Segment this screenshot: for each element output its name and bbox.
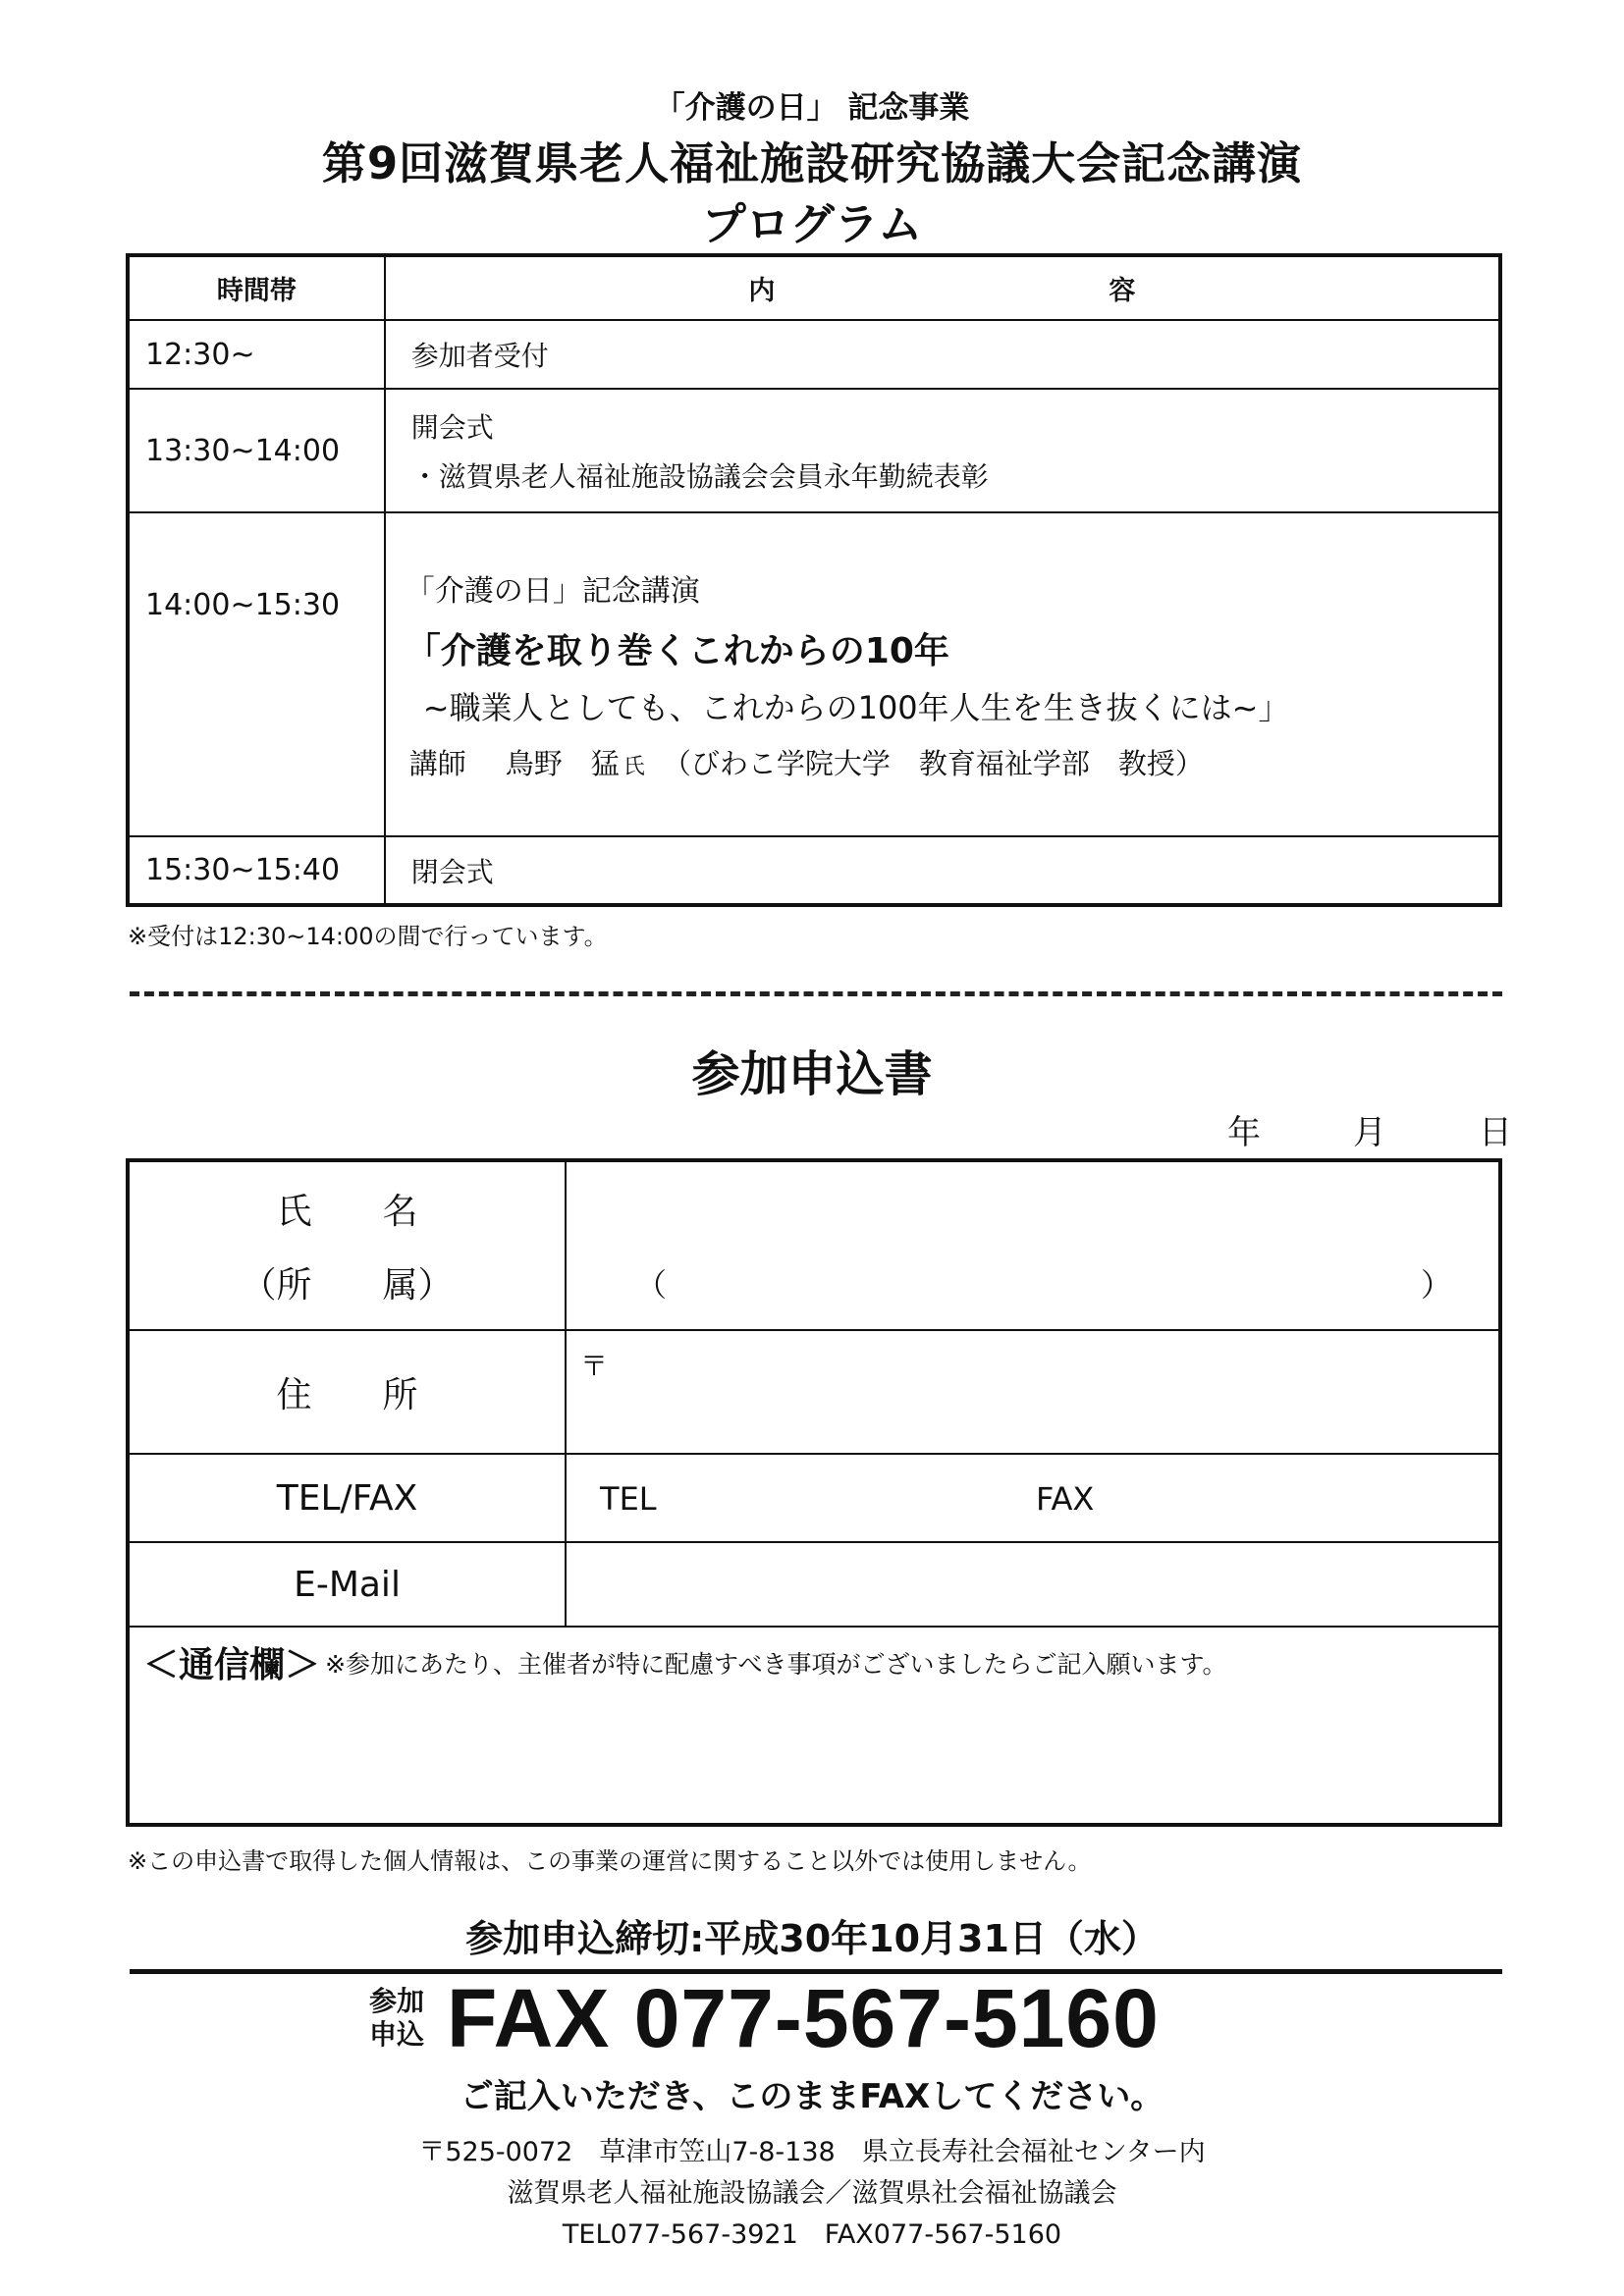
reception-note: ※受付は12:30~14:00の間で行っています。 xyxy=(128,923,608,950)
date-month-label: 月 xyxy=(1353,1113,1386,1152)
program-row xyxy=(128,320,1500,389)
program-time: 13:30~14:00 xyxy=(128,389,385,512)
application-form-title: 参加申込書 xyxy=(691,1046,933,1102)
program-content xyxy=(385,836,1500,905)
organizations: 滋賀県老人福祉施設協議会／滋賀県社会福祉協議会 xyxy=(507,2178,1117,2209)
content-column-header xyxy=(385,255,1500,320)
telfax-field[interactable] xyxy=(566,1454,1500,1542)
name-field[interactable] xyxy=(566,1160,1500,1330)
cut-line-divider xyxy=(130,991,1502,996)
email-field[interactable] xyxy=(566,1542,1500,1627)
program-content xyxy=(385,320,1500,389)
communication-label: ＜通信欄＞ xyxy=(143,1645,321,1685)
address-field[interactable] xyxy=(566,1330,1500,1454)
application-form-table xyxy=(126,1158,1502,1827)
fax-number: FAX 077-567-5160 xyxy=(447,1972,1160,2064)
fax-prefix xyxy=(369,1985,424,2052)
lecture-subtitle: ~職業人としても、これからの100年人生を生き抜くには~」 xyxy=(422,689,1290,726)
fax-prefix-line-1: 参加 xyxy=(369,1985,425,2017)
lecturer-role: 講師 xyxy=(408,747,466,780)
contact-numbers: TEL077-567-3921 FAX077-567-5160 xyxy=(562,2219,1062,2250)
program-item: ・滋賀県老人福祉施設協議会会員永年勤続表彰 xyxy=(410,460,989,493)
tel-label: TEL xyxy=(600,1480,657,1518)
lecturer-affiliation: （びわこ学院大学 教育福祉学部 教授） xyxy=(662,747,1204,780)
program-heading: プログラム xyxy=(701,198,923,250)
telfax-label: TEL/FAX xyxy=(128,1454,566,1542)
date-year-label: 年 xyxy=(1227,1113,1261,1152)
program-time: 12:30~ xyxy=(128,320,385,389)
program-item: 開会式 xyxy=(410,411,494,444)
event-title: 第9回滋賀県老人福祉施設研究協議大会記念講演 xyxy=(321,137,1303,189)
content-header-char-1: 内 xyxy=(748,276,776,306)
telfax-row xyxy=(128,1454,1500,1542)
content-header-char-2: 容 xyxy=(1109,276,1136,306)
program-content xyxy=(385,389,1500,512)
lecturer-info xyxy=(406,742,1498,782)
program-header-row xyxy=(128,255,1500,320)
office-address: 〒525-0072 草津市笠山7-8-138 県立長寿社会福祉センター内 xyxy=(418,2137,1206,2167)
affiliation-open-paren: （ xyxy=(635,1266,668,1304)
communication-field[interactable] xyxy=(128,1627,1500,1825)
email-row xyxy=(128,1542,1500,1627)
program-item: 参加者受付 xyxy=(410,340,549,372)
fax-instruction: ご記入いただき、このままFAXしてください。 xyxy=(460,2077,1164,2116)
program-table xyxy=(126,253,1502,907)
address-row xyxy=(128,1330,1500,1454)
program-row xyxy=(128,836,1500,905)
program-time: 14:00~15:30 xyxy=(128,512,385,836)
communication-note: ※参加にあたり、主催者が特に配慮すべき事項がございましたらご記入願います。 xyxy=(325,1650,1227,1679)
lecturer-honorific: 氏 xyxy=(623,755,645,779)
email-label: E-Mail xyxy=(128,1542,566,1627)
date-row xyxy=(1227,1105,1512,1153)
application-deadline: 参加申込締切:平成30年10月31日（水） xyxy=(465,1917,1159,1960)
program-row xyxy=(128,389,1500,512)
event-subtitle: 「介護の日」 記念事業 xyxy=(654,90,970,126)
lecture-title: 「介護を取り巻くこれからの10年 xyxy=(405,631,949,671)
affiliation-close-paren: ） xyxy=(1421,1266,1453,1304)
lecture-content xyxy=(385,512,1500,836)
affiliation-label: （所 属） xyxy=(241,1265,454,1306)
fax-prefix-line-2: 申込 xyxy=(369,2018,425,2051)
time-column-header: 時間帯 xyxy=(128,255,385,320)
lecture-label: 「介護の日」記念講演 xyxy=(405,574,700,609)
program-time: 15:30~15:40 xyxy=(128,836,385,905)
name-label-cell xyxy=(128,1160,566,1330)
name-row xyxy=(128,1160,1500,1330)
name-label: 氏 名 xyxy=(276,1192,418,1232)
postal-mark: 〒 xyxy=(580,1350,609,1382)
address-label: 住 所 xyxy=(128,1330,566,1454)
lecturer-name: 鳥野 猛 xyxy=(505,747,620,780)
program-item: 閉会式 xyxy=(410,855,494,888)
communication-row xyxy=(128,1627,1500,1825)
program-row xyxy=(128,512,1500,836)
date-day-label: 日 xyxy=(1479,1113,1512,1152)
fax-label: FAX xyxy=(1036,1480,1095,1518)
privacy-note: ※この申込書で取得した個人情報は、この事業の運営に関すること以外では使用しません。 xyxy=(128,1847,1092,1875)
